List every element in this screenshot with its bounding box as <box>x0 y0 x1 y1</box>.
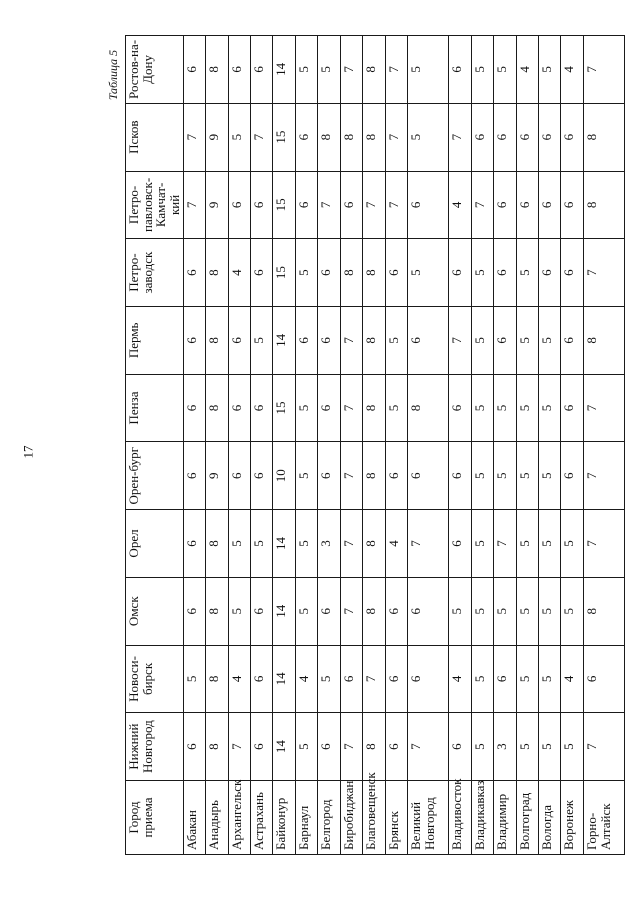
value-cell: 5 <box>516 713 538 781</box>
value-cell: 5 <box>449 577 471 645</box>
column-header: Нижний Новгород <box>126 713 184 781</box>
value-cell: 6 <box>449 442 471 510</box>
value-cell: 4 <box>295 645 317 713</box>
value-cell: 6 <box>449 713 471 781</box>
table-row <box>318 36 340 855</box>
value-cell: 7 <box>340 374 362 442</box>
city-cell: Абакан <box>183 781 205 855</box>
value-cell: 5 <box>471 239 493 307</box>
city-cell: Астрахань <box>250 781 272 855</box>
value-cell: 8 <box>583 171 624 239</box>
value-cell: 6 <box>408 442 449 510</box>
table-caption: Таблица 5 <box>106 49 120 101</box>
value-cell: 6 <box>295 103 317 171</box>
value-cell: 6 <box>250 713 272 781</box>
value-cell: 5 <box>561 713 583 781</box>
value-cell: 8 <box>206 36 228 104</box>
value-cell: 6 <box>516 103 538 171</box>
table-row <box>516 36 538 855</box>
value-cell: 6 <box>250 442 272 510</box>
value-cell: 6 <box>408 171 449 239</box>
value-cell: 8 <box>363 103 385 171</box>
page-number: 17 <box>20 445 36 459</box>
value-cell: 7 <box>583 510 624 578</box>
value-cell: 7 <box>340 36 362 104</box>
table-row <box>183 36 205 855</box>
value-cell: 5 <box>539 442 561 510</box>
value-cell: 6 <box>183 577 205 645</box>
city-cell: Вологда <box>539 781 561 855</box>
value-cell: 6 <box>539 171 561 239</box>
value-cell: 9 <box>206 171 228 239</box>
value-cell: 3 <box>318 510 340 578</box>
value-cell: 4 <box>385 510 407 578</box>
value-cell: 14 <box>273 510 295 578</box>
value-cell: 5 <box>183 645 205 713</box>
value-cell: 7 <box>583 713 624 781</box>
value-cell: 7 <box>583 374 624 442</box>
value-cell: 5 <box>295 713 317 781</box>
value-cell: 9 <box>206 103 228 171</box>
value-cell: 7 <box>449 306 471 374</box>
value-cell: 4 <box>449 171 471 239</box>
value-cell: 6 <box>183 442 205 510</box>
city-cell: Владикавказ <box>471 781 493 855</box>
value-cell: 6 <box>385 239 407 307</box>
value-cell: 6 <box>318 713 340 781</box>
value-cell: 5 <box>494 36 516 104</box>
value-cell: 10 <box>273 442 295 510</box>
city-cell: Горно-Алтайск <box>583 781 624 855</box>
value-cell: 6 <box>228 36 250 104</box>
value-cell: 15 <box>273 374 295 442</box>
value-cell: 6 <box>561 103 583 171</box>
value-cell: 5 <box>516 306 538 374</box>
column-header: Петро-павловск-Камчат-кий <box>126 171 184 239</box>
value-cell: 6 <box>340 645 362 713</box>
city-cell: Великий Новгород <box>408 781 449 855</box>
value-cell: 5 <box>471 577 493 645</box>
value-cell: 8 <box>363 374 385 442</box>
value-cell: 6 <box>516 171 538 239</box>
value-cell: 6 <box>228 374 250 442</box>
table-row <box>273 36 295 855</box>
value-cell: 5 <box>539 577 561 645</box>
value-cell: 5 <box>295 577 317 645</box>
value-cell: 3 <box>494 713 516 781</box>
value-cell: 7 <box>583 239 624 307</box>
value-cell: 5 <box>471 645 493 713</box>
value-cell: 8 <box>363 239 385 307</box>
value-cell: 7 <box>340 577 362 645</box>
value-cell: 5 <box>471 36 493 104</box>
value-cell: 7 <box>340 510 362 578</box>
value-cell: 5 <box>408 103 449 171</box>
column-header: Город приема <box>126 781 184 855</box>
value-cell: 8 <box>340 103 362 171</box>
value-cell: 7 <box>385 171 407 239</box>
value-cell: 6 <box>449 239 471 307</box>
value-cell: 7 <box>340 713 362 781</box>
value-cell: 14 <box>273 306 295 374</box>
value-cell: 5 <box>471 374 493 442</box>
value-cell: 6 <box>449 374 471 442</box>
value-cell: 8 <box>206 713 228 781</box>
value-cell: 8 <box>363 577 385 645</box>
value-cell: 8 <box>363 713 385 781</box>
value-cell: 7 <box>363 645 385 713</box>
table-row <box>539 36 561 855</box>
value-cell: 6 <box>295 306 317 374</box>
value-cell: 6 <box>385 442 407 510</box>
value-cell: 7 <box>408 510 449 578</box>
value-cell: 7 <box>408 713 449 781</box>
column-header: Пермь <box>126 306 184 374</box>
value-cell: 6 <box>471 103 493 171</box>
city-cell: Архангельск <box>228 781 250 855</box>
value-cell: 8 <box>583 577 624 645</box>
value-cell: 7 <box>385 103 407 171</box>
city-cell: Благовещенск <box>363 781 385 855</box>
value-cell: 5 <box>516 239 538 307</box>
value-cell: 6 <box>539 103 561 171</box>
value-cell: 6 <box>408 577 449 645</box>
column-header: Орел <box>126 510 184 578</box>
value-cell: 6 <box>183 510 205 578</box>
value-cell: 4 <box>449 645 471 713</box>
value-cell: 5 <box>516 374 538 442</box>
value-cell: 5 <box>228 577 250 645</box>
value-cell: 6 <box>340 171 362 239</box>
value-cell: 6 <box>539 239 561 307</box>
value-cell: 6 <box>494 239 516 307</box>
column-header: Ростов-на-Дону <box>126 36 184 104</box>
value-cell: 5 <box>385 374 407 442</box>
value-cell: 5 <box>228 103 250 171</box>
city-cell: Волгоград <box>516 781 538 855</box>
value-cell: 6 <box>385 645 407 713</box>
value-cell: 5 <box>385 306 407 374</box>
value-cell: 7 <box>363 171 385 239</box>
table-row <box>340 36 362 855</box>
table-row <box>408 36 449 855</box>
value-cell: 6 <box>494 645 516 713</box>
value-cell: 5 <box>494 577 516 645</box>
column-header: Псков <box>126 103 184 171</box>
value-cell: 8 <box>583 103 624 171</box>
value-cell: 5 <box>516 645 538 713</box>
table-header-row <box>126 36 184 855</box>
value-cell: 6 <box>408 645 449 713</box>
column-header: Орен-бург <box>126 442 184 510</box>
value-cell: 6 <box>494 306 516 374</box>
value-cell: 15 <box>273 239 295 307</box>
value-cell: 5 <box>471 510 493 578</box>
value-cell: 4 <box>561 645 583 713</box>
column-header: Пенза <box>126 374 184 442</box>
table-row <box>561 36 583 855</box>
value-cell: 14 <box>273 577 295 645</box>
value-cell: 5 <box>539 645 561 713</box>
city-cell: Биробиджан <box>340 781 362 855</box>
value-cell: 14 <box>273 645 295 713</box>
value-cell: 14 <box>273 36 295 104</box>
value-cell: 5 <box>516 577 538 645</box>
value-cell: 6 <box>228 171 250 239</box>
value-cell: 6 <box>295 171 317 239</box>
value-cell: 6 <box>183 239 205 307</box>
value-cell: 5 <box>295 36 317 104</box>
value-cell: 5 <box>318 36 340 104</box>
value-cell: 8 <box>363 442 385 510</box>
value-cell: 5 <box>250 306 272 374</box>
value-cell: 5 <box>561 577 583 645</box>
value-cell: 6 <box>561 442 583 510</box>
value-cell: 6 <box>228 306 250 374</box>
value-cell: 7 <box>449 103 471 171</box>
value-cell: 9 <box>206 442 228 510</box>
value-cell: 8 <box>206 306 228 374</box>
table-row <box>449 36 471 855</box>
delivery-times-table <box>125 35 625 855</box>
value-cell: 7 <box>583 442 624 510</box>
table-row <box>494 36 516 855</box>
value-cell: 6 <box>318 442 340 510</box>
table-row <box>385 36 407 855</box>
value-cell: 4 <box>561 36 583 104</box>
value-cell: 7 <box>318 171 340 239</box>
value-cell: 8 <box>340 239 362 307</box>
value-cell: 7 <box>250 103 272 171</box>
table-row <box>583 36 624 855</box>
city-cell: Владивосток <box>449 781 471 855</box>
value-cell: 6 <box>318 577 340 645</box>
value-cell: 5 <box>539 510 561 578</box>
value-cell: 6 <box>318 239 340 307</box>
value-cell: 5 <box>471 713 493 781</box>
city-cell: Белгород <box>318 781 340 855</box>
value-cell: 6 <box>494 171 516 239</box>
value-cell: 5 <box>408 239 449 307</box>
value-cell: 7 <box>385 36 407 104</box>
table-row <box>295 36 317 855</box>
value-cell: 6 <box>183 713 205 781</box>
value-cell: 5 <box>228 510 250 578</box>
value-cell: 6 <box>250 36 272 104</box>
value-cell: 5 <box>561 510 583 578</box>
table-row <box>471 36 493 855</box>
value-cell: 7 <box>583 36 624 104</box>
value-cell: 8 <box>363 306 385 374</box>
rotated-table-wrapper <box>125 35 625 855</box>
table-row <box>363 36 385 855</box>
value-cell: 7 <box>183 171 205 239</box>
value-cell: 8 <box>363 36 385 104</box>
value-cell: 4 <box>228 239 250 307</box>
value-cell: 6 <box>250 374 272 442</box>
table-row <box>228 36 250 855</box>
value-cell: 5 <box>295 239 317 307</box>
value-cell: 6 <box>561 306 583 374</box>
value-cell: 8 <box>206 239 228 307</box>
value-cell: 5 <box>516 442 538 510</box>
value-cell: 6 <box>318 306 340 374</box>
value-cell: 5 <box>471 442 493 510</box>
column-header: Новоси-бирск <box>126 645 184 713</box>
value-cell: 5 <box>516 510 538 578</box>
value-cell: 6 <box>250 239 272 307</box>
city-cell: Барнаул <box>295 781 317 855</box>
value-cell: 6 <box>494 103 516 171</box>
value-cell: 6 <box>385 713 407 781</box>
value-cell: 5 <box>318 645 340 713</box>
value-cell: 5 <box>539 713 561 781</box>
city-cell: Брянск <box>385 781 407 855</box>
value-cell: 6 <box>250 577 272 645</box>
value-cell: 8 <box>206 645 228 713</box>
city-cell: Воронеж <box>561 781 583 855</box>
value-cell: 5 <box>295 510 317 578</box>
value-cell: 6 <box>228 442 250 510</box>
value-cell: 8 <box>363 510 385 578</box>
value-cell: 6 <box>318 374 340 442</box>
table-row <box>206 36 228 855</box>
value-cell: 14 <box>273 713 295 781</box>
value-cell: 5 <box>539 374 561 442</box>
value-cell: 8 <box>206 577 228 645</box>
value-cell: 4 <box>516 36 538 104</box>
value-cell: 7 <box>183 103 205 171</box>
value-cell: 4 <box>228 645 250 713</box>
value-cell: 6 <box>250 645 272 713</box>
value-cell: 6 <box>449 36 471 104</box>
value-cell: 6 <box>183 374 205 442</box>
value-cell: 5 <box>494 374 516 442</box>
value-cell: 7 <box>494 510 516 578</box>
value-cell: 8 <box>408 374 449 442</box>
value-cell: 6 <box>561 239 583 307</box>
table-row <box>250 36 272 855</box>
value-cell: 8 <box>318 103 340 171</box>
value-cell: 6 <box>250 171 272 239</box>
value-cell: 5 <box>539 36 561 104</box>
value-cell: 7 <box>340 306 362 374</box>
value-cell: 5 <box>471 306 493 374</box>
value-cell: 6 <box>561 374 583 442</box>
value-cell: 6 <box>583 645 624 713</box>
value-cell: 6 <box>385 577 407 645</box>
value-cell: 7 <box>340 442 362 510</box>
value-cell: 6 <box>561 171 583 239</box>
value-cell: 5 <box>494 442 516 510</box>
value-cell: 8 <box>206 374 228 442</box>
city-cell: Байконур <box>273 781 295 855</box>
column-header: Омск <box>126 577 184 645</box>
value-cell: 5 <box>539 306 561 374</box>
value-cell: 6 <box>183 306 205 374</box>
value-cell: 6 <box>449 510 471 578</box>
value-cell: 7 <box>228 713 250 781</box>
value-cell: 8 <box>206 510 228 578</box>
value-cell: 5 <box>250 510 272 578</box>
value-cell: 7 <box>471 171 493 239</box>
value-cell: 6 <box>408 306 449 374</box>
column-header: Петро-заводск <box>126 239 184 307</box>
value-cell: 6 <box>183 36 205 104</box>
value-cell: 5 <box>408 36 449 104</box>
value-cell: 15 <box>273 171 295 239</box>
value-cell: 5 <box>295 442 317 510</box>
value-cell: 8 <box>583 306 624 374</box>
table-body <box>183 36 624 855</box>
city-cell: Владимир <box>494 781 516 855</box>
value-cell: 5 <box>295 374 317 442</box>
value-cell: 15 <box>273 103 295 171</box>
city-cell: Анадырь <box>206 781 228 855</box>
